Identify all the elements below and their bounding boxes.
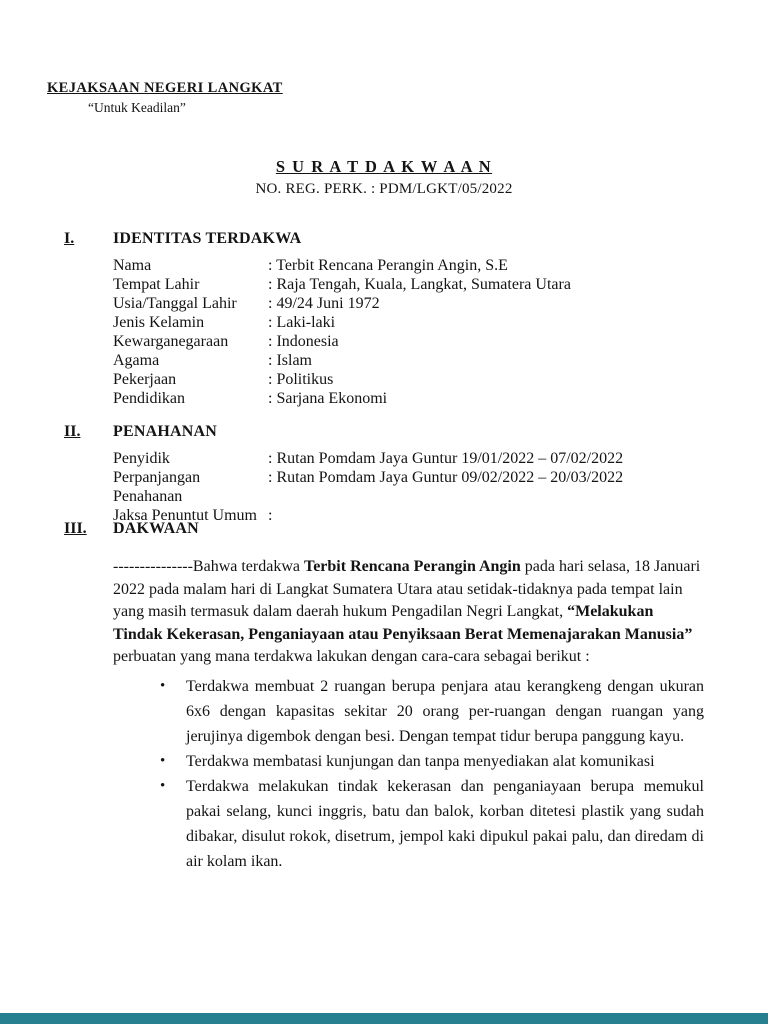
paragraph-text: perbuatan yang mana terdakwa lakukan dengan cara-cara sebagai berikut : (113, 648, 590, 666)
bullet-text: Terdakwa membatasi kunjungan dan tanpa menyediakan alat komunikasi (186, 752, 655, 770)
letterhead-office: KEJAKSAAN NEGERI LANGKAT (47, 80, 283, 96)
bullet-icon: • (160, 777, 166, 794)
row-value: : Raja Tengah, Kuala, Langkat, Sumatera Utara (268, 276, 571, 293)
row-label: Perpanjangan Penahanan (113, 469, 201, 505)
section-identity-heading: IDENTITAS TERDAKWA (113, 230, 302, 247)
defendant-name-bold: Terbit Rencana Perangin Angin (303, 558, 521, 575)
row-value: : Islam (268, 352, 312, 369)
identity-row (113, 294, 704, 313)
bullet-item (113, 749, 704, 774)
row-value: : Sarjana Ekonomi (268, 390, 388, 407)
row-label: Kewarganegaraan (113, 333, 229, 350)
row-value: : Laki-laki (268, 314, 336, 331)
row-value: : Indonesia (268, 333, 339, 350)
letterhead (47, 80, 283, 116)
detention-row (113, 449, 704, 468)
row-label: Penyidik (113, 450, 170, 467)
document-title: S U R A T D A K W A A N (275, 157, 493, 176)
bullet-icon: • (160, 752, 166, 769)
section-detention (64, 422, 704, 525)
paragraph-text: ---------------Bahwa terdakwa (113, 558, 304, 575)
section-detention-heading: PENAHANAN (113, 423, 218, 440)
row-value: : Terbit Rencana Perangin Angin, S.E (268, 257, 508, 274)
row-value: : Rutan Pomdam Jaya Guntur 09/02/2022 – 20/03/2022 (268, 469, 624, 486)
paragraph-text: pada hari selasa, 18 Januari 2022 pada malam hari di Langkat Sumatera Utara atau setidak-tidaknya pada tempat lain yang masih termasuk dalam daerah hukum Pengadilan Negri Langkat, (113, 558, 701, 621)
row-label: Pendidikan (113, 390, 185, 407)
row-label: Pekerjaan (113, 371, 177, 388)
identity-row (113, 389, 704, 408)
section-identity-number: I. (64, 230, 75, 247)
indictment-paragraph (113, 556, 704, 669)
identity-row (113, 370, 704, 389)
row-label: Nama (113, 257, 152, 274)
indictment-bullet-list (113, 674, 704, 874)
section-indictment-heading: DAKWAAN (113, 520, 199, 537)
row-value: : (268, 507, 273, 524)
viewer-footer-bar (0, 1013, 768, 1024)
identity-row (113, 332, 704, 351)
row-value: : Rutan Pomdam Jaya Guntur 19/01/2022 – 07/02/2022 (268, 450, 624, 467)
row-label: Agama (113, 352, 160, 369)
section-identity (64, 229, 704, 408)
identity-row (113, 275, 704, 294)
bullet-text: Terdakwa melakukan tindak kekerasan dan penganiayaan berupa memukul pakai selang, kunci inggris, batu dan balok, korban ditetesi plastik yang sudah dibakar, disulut rokok, disetrum, jempol kaki dipukul pakai palu, dan diredam di air kolam ikan. (186, 777, 704, 870)
registration-number: NO. REG. PERK. : PDM/LGKT/05/2022 (255, 181, 513, 197)
row-label: Jenis Kelamin (113, 314, 205, 331)
section-detention-number: II. (64, 423, 81, 440)
row-label: Usia/Tanggal Lahir (113, 295, 237, 312)
identity-row (113, 256, 704, 275)
section-indictment-number: III. (64, 520, 87, 537)
row-label: Tempat Lahir (113, 276, 200, 293)
row-label: Jaksa Penuntut Umum (113, 507, 257, 524)
identity-row (113, 351, 704, 370)
row-value: : 49/24 Juni 1972 (268, 295, 380, 312)
identity-rows (113, 256, 704, 408)
detention-row (113, 468, 704, 506)
bullet-item (113, 774, 704, 874)
identity-row (113, 313, 704, 332)
detention-rows (113, 449, 704, 525)
letterhead-motto: “Untuk Keadilan” (88, 100, 186, 115)
bullet-item (113, 674, 704, 749)
title-block (0, 157, 768, 198)
bullet-icon: • (160, 677, 166, 694)
bullet-text: Terdakwa membuat 2 ruangan berupa penjara atau kerangkeng dengan ukuran 6x6 dengan kapasitas sekitar 20 orang per-ruangan dengan ruangan yang jerujinya digembok dengan besi. Dengan tempat tidur berupa panggung kayu. (186, 677, 704, 745)
row-value: : Politikus (268, 371, 334, 388)
section-indictment (64, 519, 704, 874)
charge-quote-bold: “Melakukan Tindak Kekerasan, Penganiayaan atau Penyiksaan Berat Memenajarakan Manusia” (113, 603, 693, 643)
